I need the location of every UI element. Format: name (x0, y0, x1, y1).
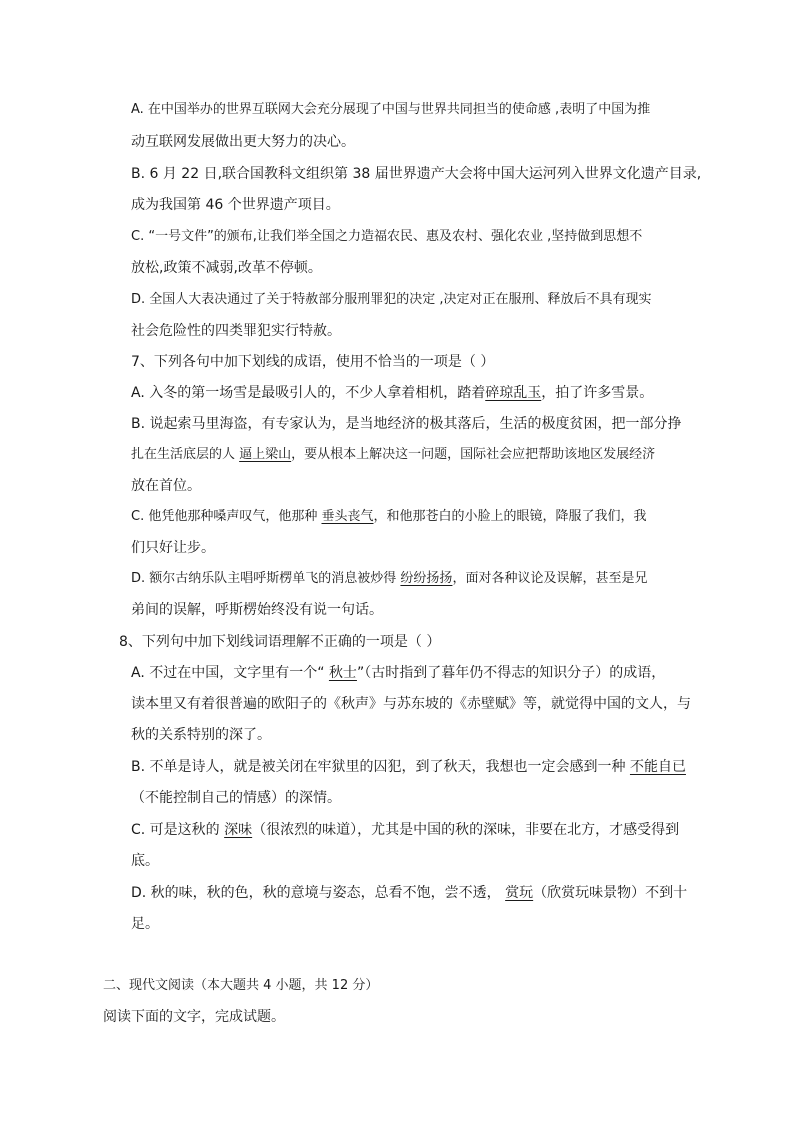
section-instruction: 阅读下面的文字，完成试题。 (103, 1009, 285, 1025)
q8-a-text-post: ”（古时指到了暮年仍不得志的知识分子）的成语， (356, 665, 666, 681)
q7-option-a (131, 384, 653, 402)
q7-option-d-line2: 弟间的误解，呼斯楞始终没有说一句话。 (131, 602, 383, 618)
q7-c-underlined: 垂头丧气 (321, 509, 374, 524)
q6-option-b-line1: B. 6 月 22 日,联合国教科文组织第 38 届世界遗产大会将中国大运河列入世界文化遗产目录, (131, 166, 702, 182)
q7-a-text-post: ，拍了许多雪景。 (541, 385, 654, 401)
q7-a-text-pre: A. 入冬的第一场雪是最吸引人的，不少人拿着相机，踏着 (131, 385, 486, 401)
section-heading: 二、现代文阅读（本大题共 4 小题，共 12 分） (103, 978, 379, 993)
q8-option-d-line1 (131, 884, 687, 902)
q8-option-b-line1 (131, 758, 686, 776)
q7-option-b-line3: 放在首位。 (131, 478, 201, 494)
q8-option-a-line2: 读本里又有着很普遍的欧阳子的《秋声》与苏东坡的《赤壁赋》等，就觉得中国的文人，与 (131, 696, 691, 712)
q6-option-c-line2: 放松,政策不减弱,改革不停顿。 (131, 260, 322, 276)
q6-option-b-line2: 成为我国第 46 个世界遗产项目。 (131, 197, 340, 213)
q7-a-underlined: 碎琼乱玉 (485, 385, 542, 401)
q7-d-text-pre: D. 额尔古纳乐队主唱呼斯楞单飞的消息被炒得 (131, 571, 401, 586)
q8-stem: 8、下列句中加下划线词语理解不正确的一项是（ ） (119, 634, 441, 650)
q7-d-text-post: ，面对各种议论及误解，甚至是兄 (452, 571, 648, 586)
q8-option-c-line1 (131, 821, 679, 839)
q6-option-a-line1: A. 在中国举办的世界互联网大会充分展现了中国与世界共同担当的使命感 ,表明了中国为推 (131, 102, 651, 117)
q7-b-underlined: 逼上梁山 (239, 447, 292, 462)
q8-option-a-line3: 秋的关系特别的深了。 (131, 727, 271, 743)
q7-c-text-pre: C. 他凭他那种嗓声叹气，他那种 (131, 509, 322, 524)
q7-c-text-post: ，和他那苍白的小脸上的眼镜，降服了我们，我 (373, 509, 647, 524)
q8-c-underlined: 深味 (224, 822, 253, 838)
q7-option-c-line2: 们只好让步。 (131, 540, 215, 556)
q6-option-a-line2: 动互联网发展做出更大努力的决心。 (131, 134, 355, 150)
q8-d-underlined: 赏玩 (505, 885, 534, 901)
q6-option-d-line1: D. 全国人大表决通过了关于特赦部分服刑罪犯的决定 ,决定对正在服刑、释放后不具有现实 (131, 292, 652, 307)
q8-option-b-line2: （不能控制自己的情感）的深情。 (131, 790, 341, 806)
q7-option-c-line1 (131, 508, 647, 526)
q7-b-text-post: ，要从根本上解决这一问题，国际社会应把帮助该地区发展经济 (291, 447, 656, 462)
q8-c-text-pre: C. 可是这秋的 (131, 822, 225, 838)
q8-option-a-line1 (131, 664, 665, 682)
q8-d-text-pre: D. 秋的味，秋的色，秋的意境与姿态，总看不饱，尝不透， (131, 885, 506, 901)
q8-c-text-post: （很浓烈的味道），尤其是中国的秋的深味，非要在北方，才感受得到 (252, 822, 680, 838)
q8-a-underlined: 秋士 (328, 665, 357, 681)
q6-option-c-line1: C. “一号文件”的颁布,让我们举全国之力造福农民、惠及农村、强化农业 ,坚持做到思想不 (131, 229, 643, 244)
q7-option-d-line1 (131, 570, 647, 588)
q8-option-d-line2: 足。 (131, 916, 159, 932)
q7-b-text-pre: 扎在生活底层的人 (131, 447, 240, 462)
q7-option-b-line2 (131, 446, 655, 464)
q8-d-text-post: （欣赏玩味景物）不到十 (533, 885, 688, 901)
q6-option-d-line2: 社会危险性的四类罪犯实行特赦。 (131, 323, 341, 339)
q7-d-underlined: 纷纷扬扬 (400, 571, 453, 586)
q7-option-b-line1: B. 说起索马里海盗，有专家认为，是当地经济的极其落后，生活的极度贫困，把一部分挣 (131, 416, 682, 432)
q7-stem: 7、下列各句中加下划线的成语，使用不恰当的一项是（ ） (131, 354, 495, 370)
q8-option-c-line2: 底。 (131, 853, 159, 869)
q8-b-text-pre: B. 不单是诗人，就是被关闭在牢狱里的囚犯，到了秋天，我想也一定会感到一种 (131, 759, 630, 775)
q8-b-underlined: 不能自已 (629, 759, 686, 775)
q8-a-text-pre: A. 不过在中国，文字里有一个“ (131, 665, 329, 681)
